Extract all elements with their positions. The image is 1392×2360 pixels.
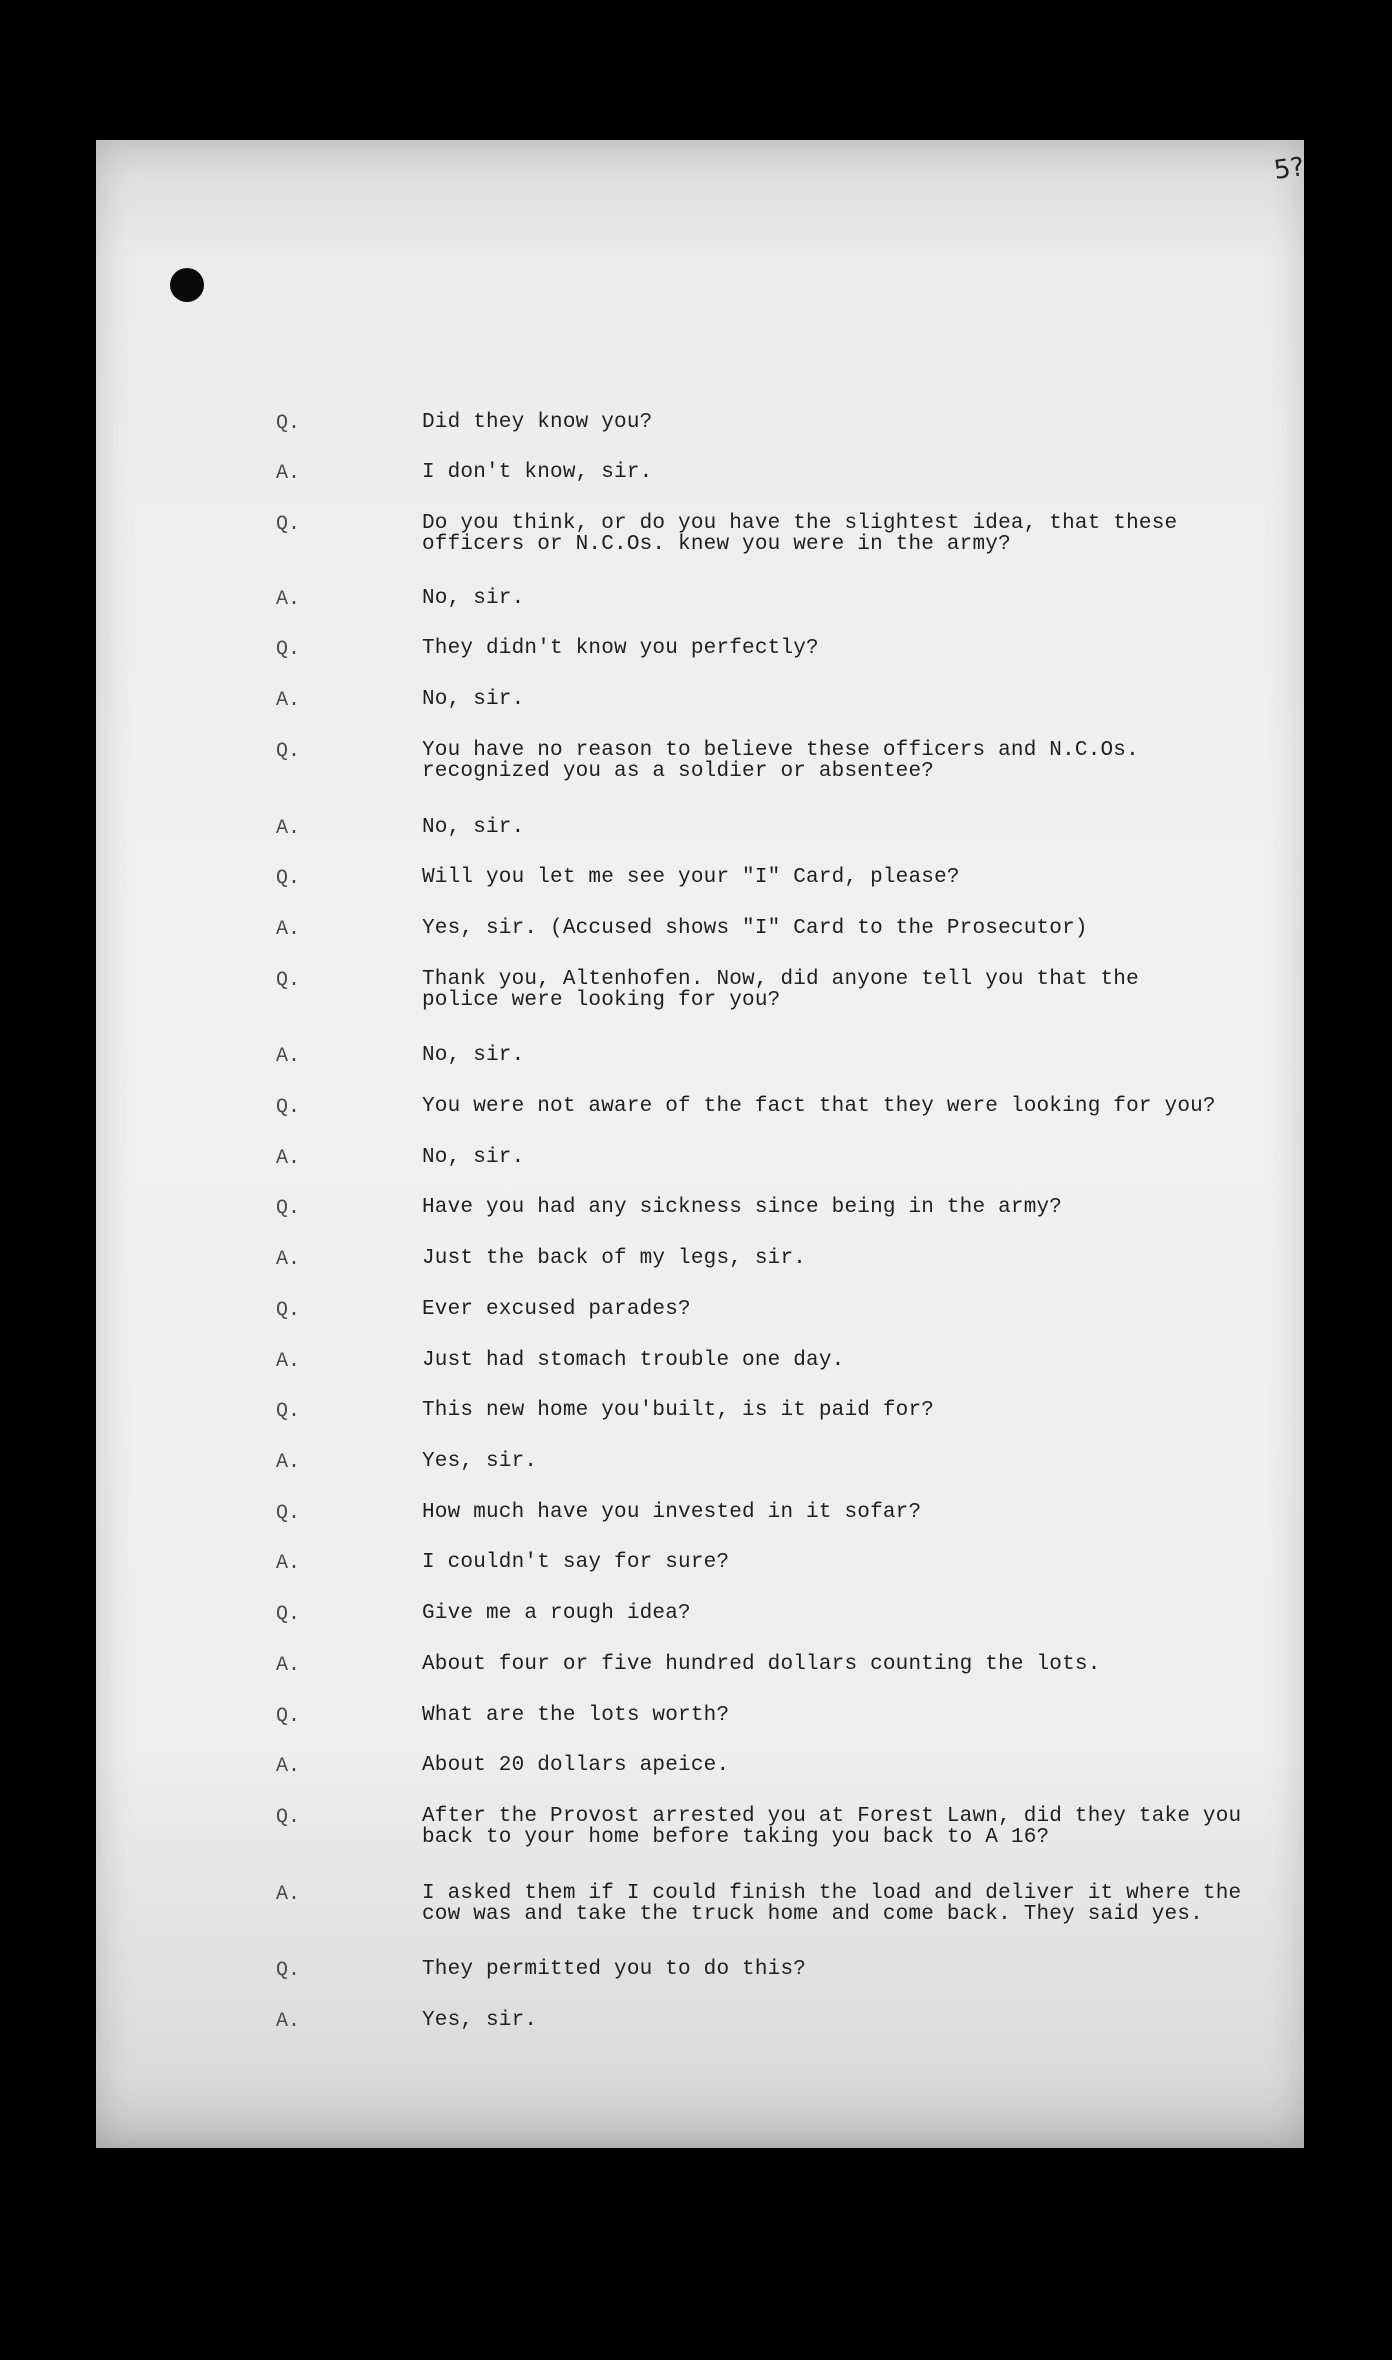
speaker-label: Q.	[276, 1096, 301, 1119]
speaker-label: A.	[276, 918, 301, 941]
line-text: Ever excused parades?	[422, 1298, 691, 1321]
speaker-label: A.	[276, 1883, 301, 1906]
speaker-label: Q.	[276, 1603, 301, 1626]
line-text: Yes, sir.	[422, 1450, 538, 1473]
line-text: Thank you, Altenhofen. Now, did anyone tell you that the police were looking for you?	[422, 968, 1139, 1012]
line-text: No, sir.	[422, 816, 525, 839]
line-text: No, sir.	[422, 1044, 525, 1067]
speaker-label: A.	[276, 817, 301, 840]
speaker-label: A.	[276, 462, 301, 485]
line-text: Give me a rough idea?	[422, 1602, 691, 1625]
line-text: Did they know you?	[422, 411, 653, 434]
line-text: I asked them if I could finish the load and deliver it where the cow was and take the truck home and come back. They said yes.	[422, 1882, 1242, 1926]
line-text: You have no reason to believe these officers and N.C.Os. recognized you as a soldier or absentee?	[422, 739, 1139, 783]
speaker-label: A.	[276, 1248, 301, 1271]
speaker-label: Q.	[276, 1502, 301, 1525]
speaker-label: A.	[276, 1755, 301, 1778]
line-text: I couldn't say for sure?	[422, 1551, 730, 1574]
speaker-label: A.	[276, 588, 301, 611]
line-text: After the Provost arrested you at Forest Lawn, did they take you back to your home before taking you back to A 16?	[422, 1805, 1242, 1849]
line-text: Do you think, or do you have the slightest idea, that these officers or N.C.Os. knew you were in the army?	[422, 512, 1178, 556]
speaker-label: Q.	[276, 1299, 301, 1322]
speaker-label: Q.	[276, 1400, 301, 1423]
line-text: They permitted you to do this?	[422, 1958, 807, 1981]
speaker-label: A.	[276, 2010, 301, 2033]
line-text: Have you had any sickness since being in the army?	[422, 1196, 1063, 1219]
speaker-label: Q.	[276, 513, 301, 536]
speaker-label: A.	[276, 689, 301, 712]
speaker-label: Q.	[276, 412, 301, 435]
speaker-label: A.	[276, 1451, 301, 1474]
line-text: Yes, sir. (Accused shows "I" Card to the Prosecutor)	[422, 917, 1088, 940]
speaker-label: A.	[276, 1045, 301, 1068]
line-text: About 20 dollars apeice.	[422, 1754, 730, 1777]
speaker-label: Q.	[276, 1959, 301, 1982]
line-text: Will you let me see your "I" Card, please?	[422, 866, 960, 889]
document-page	[96, 140, 1304, 2148]
page-number: 5?	[1271, 152, 1306, 186]
line-text: They didn't know you perfectly?	[422, 637, 819, 660]
speaker-label: Q.	[276, 867, 301, 890]
line-text: How much have you invested in it sofar?	[422, 1501, 922, 1524]
line-text: You were not aware of the fact that they were looking for you?	[422, 1095, 1216, 1118]
line-text: Yes, sir.	[422, 2009, 538, 2032]
line-text: No, sir.	[422, 1146, 525, 1169]
speaker-label: A.	[276, 1552, 301, 1575]
speaker-label: Q.	[276, 1806, 301, 1829]
line-text: I don't know, sir.	[422, 461, 653, 484]
speaker-label: Q.	[276, 1705, 301, 1728]
line-text: Just had stomach trouble one day.	[422, 1349, 845, 1372]
line-text: About four or five hundred dollars counting the lots.	[422, 1653, 1101, 1676]
line-text: What are the lots worth?	[422, 1704, 730, 1727]
line-text: Just the back of my legs, sir.	[422, 1247, 807, 1270]
line-text: No, sir.	[422, 688, 525, 711]
speaker-label: Q.	[276, 638, 301, 661]
page-edge-shadow	[96, 2078, 1304, 2148]
line-text: This new home you'built, is it paid for?	[422, 1399, 935, 1422]
speaker-label: Q.	[276, 1197, 301, 1220]
speaker-label: A.	[276, 1147, 301, 1170]
transcript	[96, 140, 1304, 2148]
line-text: No, sir.	[422, 587, 525, 610]
speaker-label: Q.	[276, 969, 301, 992]
speaker-label: Q.	[276, 740, 301, 763]
speaker-label: A.	[276, 1350, 301, 1373]
speaker-label: A.	[276, 1654, 301, 1677]
